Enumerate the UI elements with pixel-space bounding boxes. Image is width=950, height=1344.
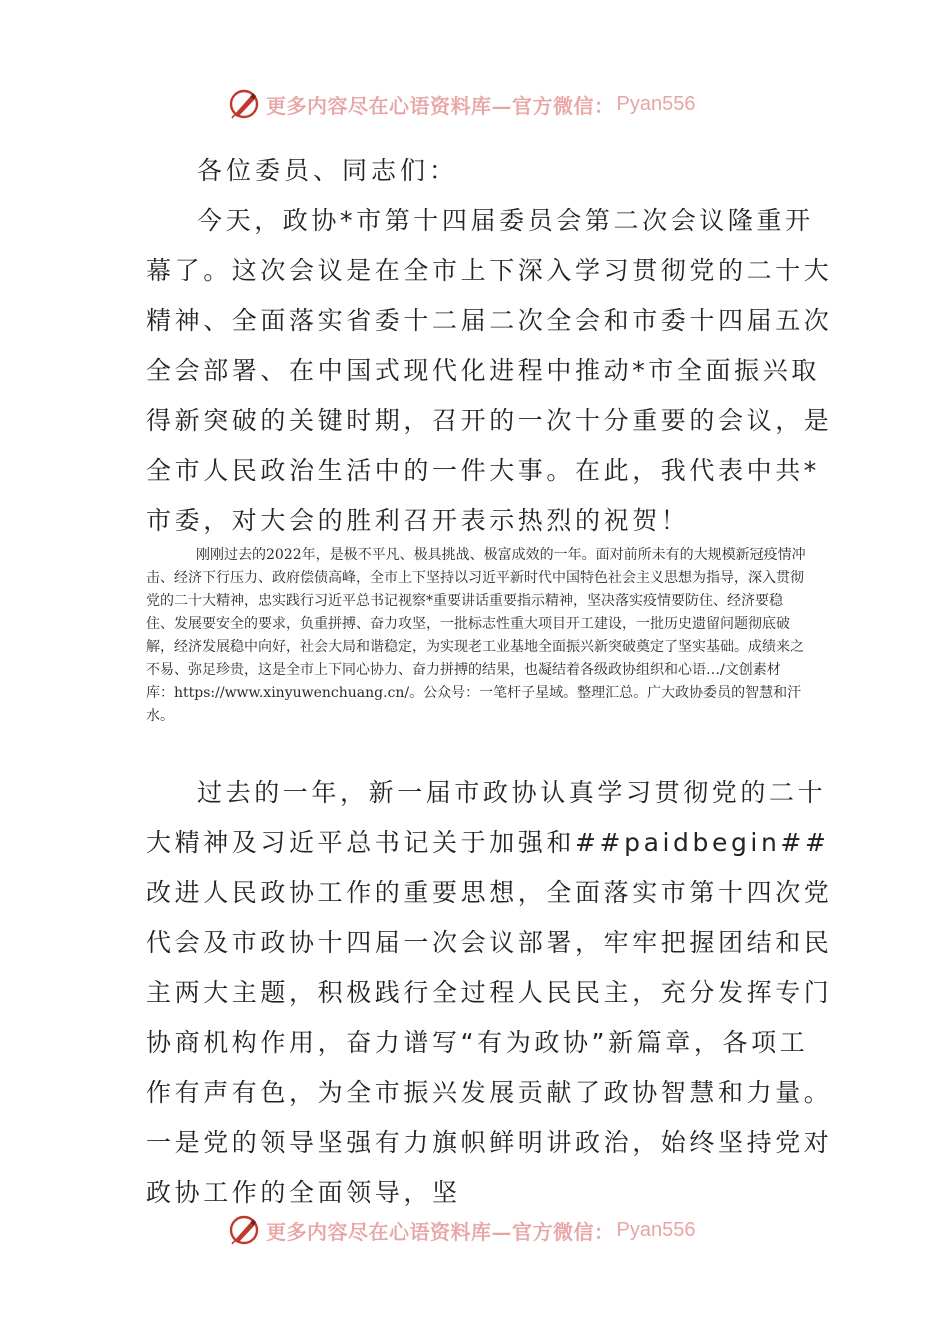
paragraph-opening: 今天，政协*市第十四届委员会第二次会议隆重开幕了。这次会议是在全市上下深入学习贯彻党的二十大精神、全面落实省委十二届二次全会和市委十四届五次全会部署、在中国式现代化进程中推动*市全面振兴取得新突破的关键时期，召开的一次十分重要的会议，是全市人民政治生活中的一件大事。在此，我代表中共*市委，对大会的胜利召开表示热烈的祝贺！ bbox=[146, 206, 833, 535]
paragraph-past-year: 过去的一年，新一届市政协认真学习贯彻党的二十大精神及习近平总书记关于加强和##paidbegin##改进人民政协工作的重要思想，全面落实市第十四次党代会及市政协十四届一次会议部署，牢牢把握团结和民主两大主题，积极践行全过程人民民主，充分发挥专门协商机构作用，奋力谱写“有为政协”新篇章，各项工作有声有色，为全市振兴发展贡献了政协智慧和力量。一是党的领导坚强有力旗帜鲜明讲政治，始终坚持党对政协工作的全面领导，坚 bbox=[146, 778, 833, 1207]
banner-wechat-id: Pyan556 bbox=[616, 92, 696, 115]
pen-logo-icon bbox=[228, 88, 260, 120]
footer-banner bbox=[228, 1210, 695, 1250]
header-banner bbox=[228, 84, 695, 124]
banner-text: 更多内容尽在心语资料库—官方微信： bbox=[266, 1219, 615, 1244]
salutation: 各位委员、同志们： bbox=[197, 156, 459, 185]
pen-logo-icon bbox=[228, 1214, 260, 1246]
banner-text: 更多内容尽在心语资料库—官方微信： bbox=[266, 93, 615, 118]
paragraph-review-2022: 刚刚过去的2022年，是极不平凡、极具挑战、极富成效的一年。面对前所未有的大规模新冠疫情冲击、经济下行压力、政府偿债高峰，全市上下坚持以习近平新时代中国特色社会主义思想为指导，深入贯彻党的二十大精神，忠实践行习近平总书记视察*重要讲话重要指示精神，坚决落实疫情要防住、经济要稳住、发展要安全的要求，负重拼搏、奋力攻坚，一批标志性重大项目开工建设，一批历史遗留问题彻底破解，经济发展稳中向好，社会大局和谐稳定，为实现老工业基地全面振兴新突破奠定了坚实基础。成绩来之不易、弥足珍贵，这是全市上下同心协力、奋力拼搏的结果，也凝结着各级政协组织和心语…/文创素材库：https://www.xinyuwenchuang.cn/。公众号：一笔杆子星域。整理汇总。广大政协委员的智慧和汗水。 bbox=[146, 547, 806, 724]
banner-wechat-id: Pyan556 bbox=[616, 1218, 696, 1241]
